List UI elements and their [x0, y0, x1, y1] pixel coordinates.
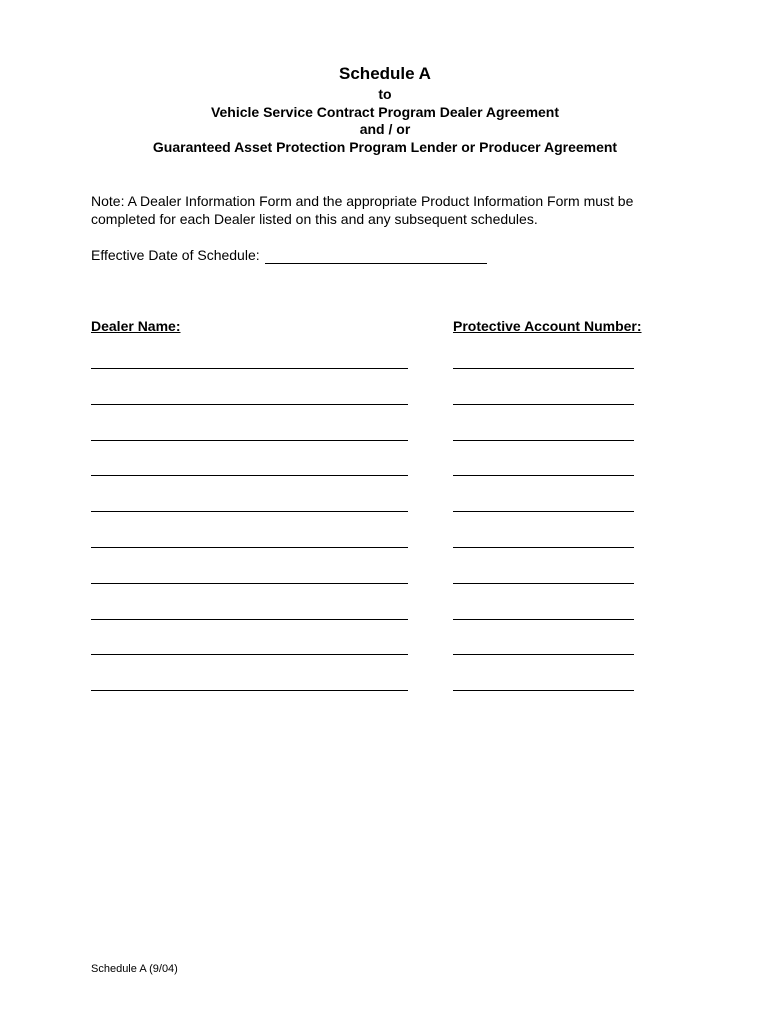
dealer-name-field[interactable] — [91, 583, 408, 584]
account-number-header: Protective Account Number: — [453, 318, 642, 334]
dealer-name-field[interactable] — [91, 440, 408, 441]
dealer-name-field[interactable] — [91, 368, 408, 369]
account-number-field[interactable] — [453, 547, 634, 548]
dealer-name-field[interactable] — [91, 690, 408, 691]
subtitle-to: to — [378, 86, 392, 102]
account-number-field[interactable] — [453, 368, 634, 369]
footer-label: Schedule A (9/04) — [91, 963, 178, 975]
dealer-name-field[interactable] — [91, 404, 408, 405]
dealer-name-field[interactable] — [91, 475, 408, 476]
dealer-name-header: Dealer Name: — [91, 318, 181, 334]
account-number-field[interactable] — [453, 583, 634, 584]
dealer-name-field[interactable] — [91, 547, 408, 548]
subtitle-gap-agreement: Guaranteed Asset Protection Program Lender or Producer Agreement — [152, 139, 618, 155]
account-number-field[interactable] — [453, 440, 634, 441]
dealer-name-field[interactable] — [91, 511, 408, 512]
dealer-name-field[interactable] — [91, 654, 408, 655]
account-number-field[interactable] — [453, 619, 634, 620]
account-number-field[interactable] — [453, 511, 634, 512]
account-number-field[interactable] — [453, 475, 634, 476]
account-number-field[interactable] — [453, 404, 634, 405]
subtitle-vehicle-service-agreement: Vehicle Service Contract Program Dealer Agreement — [210, 104, 560, 120]
note-paragraph: Note: A Dealer Information Form and the appropriate Product Information Form must be completed for each Dealer listed on this and any subsequent schedules. — [91, 193, 634, 227]
account-number-field[interactable] — [453, 654, 634, 655]
subtitle-and-or: and / or — [359, 121, 411, 137]
dealer-name-field[interactable] — [91, 619, 408, 620]
effective-date-label: Effective Date of Schedule: — [91, 247, 260, 263]
document-title: Schedule A — [339, 64, 431, 83]
account-number-field[interactable] — [453, 690, 634, 691]
